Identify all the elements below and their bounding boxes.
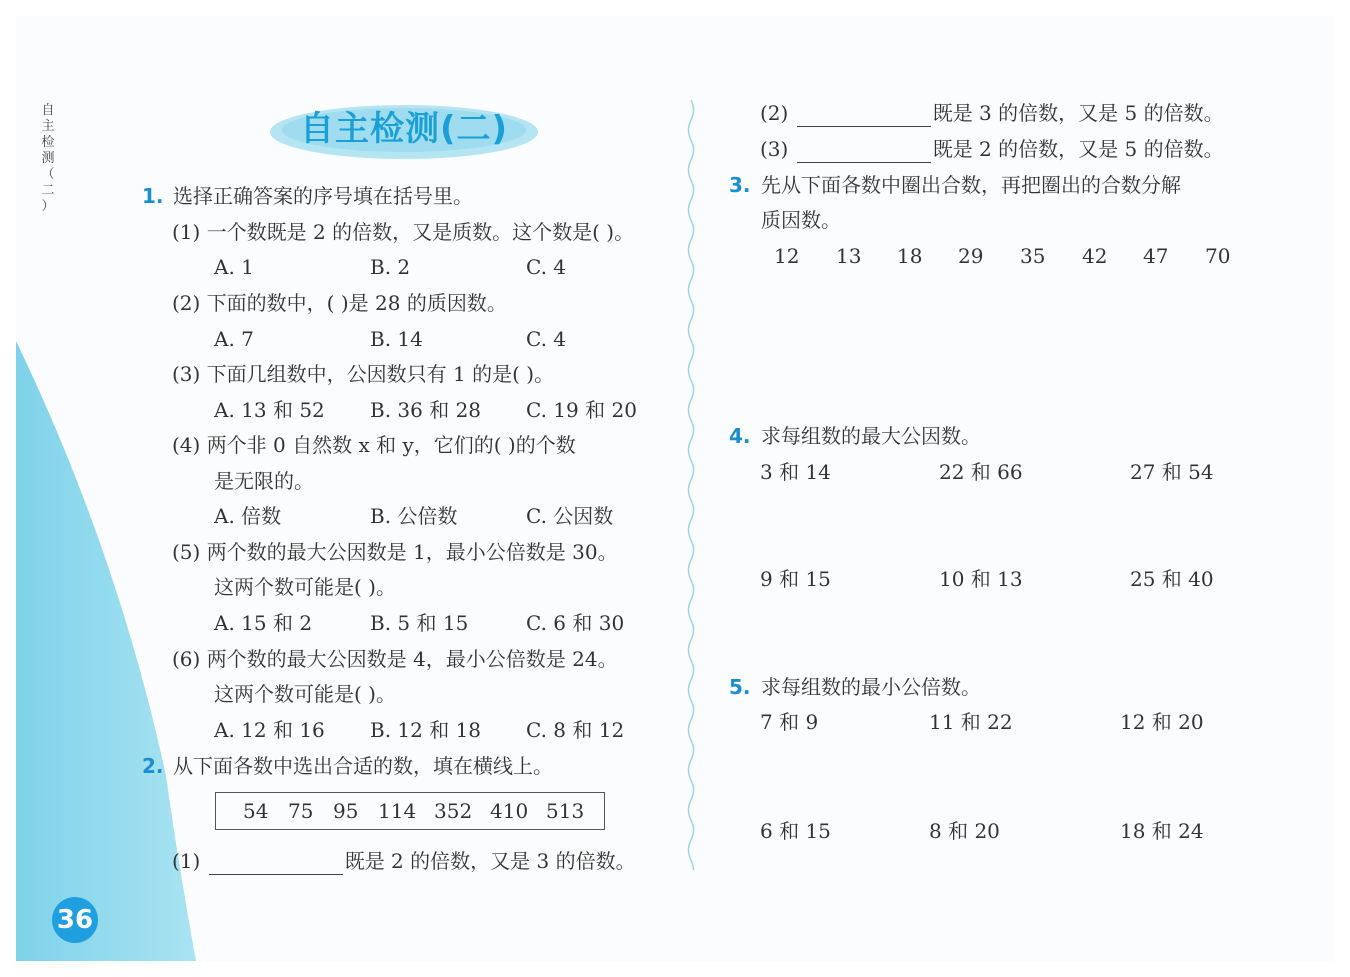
q2-number-item: 95 xyxy=(333,799,359,823)
q1-item-6-text: (6) 两个数的最大公因数是 4，最小公倍数是 24。 xyxy=(172,647,618,671)
q2-blank-3-line[interactable] xyxy=(797,140,931,163)
q4-pair: 9 和 15 xyxy=(760,567,831,591)
q1-item-3-text: (3) 下面几组数中，公因数只有 1 的是( )。 xyxy=(172,362,555,386)
q1-number: 1. xyxy=(142,184,164,208)
q1-item-1-option-a[interactable]: A. 1 xyxy=(214,255,254,279)
q4-pair: 25 和 40 xyxy=(1130,567,1214,591)
q1-item-6-option-c[interactable]: C. 8 和 12 xyxy=(526,718,625,742)
q2-number-item: 513 xyxy=(546,799,585,823)
q1-item-2-option-b[interactable]: B. 14 xyxy=(370,327,423,351)
q1-item-1-option-b[interactable]: B. 2 xyxy=(370,255,411,279)
q1-item-5-option-a[interactable]: A. 15 和 2 xyxy=(214,611,313,635)
q1-item-5-text: (5) 两个数的最大公因数是 1，最小公倍数是 30。 xyxy=(172,540,618,564)
q2-blank-3-text: 既是 2 的倍数，又是 5 的倍数。 xyxy=(932,137,1224,161)
q2-number-item: 54 xyxy=(243,799,269,823)
q5-pair: 18 和 24 xyxy=(1120,819,1204,843)
q1-item-4-option-a[interactable]: A. 倍数 xyxy=(214,504,282,528)
q3-prompt: 先从下面各数中圈出合数，再把圈出的合数分解 xyxy=(761,173,1181,197)
q2-blank-2-line[interactable] xyxy=(797,104,931,127)
q4-number: 4. xyxy=(729,424,751,448)
q5-pair: 11 和 22 xyxy=(929,710,1013,734)
q1-item-4-text-cont: 是无限的。 xyxy=(214,469,314,493)
q1-item-5-option-c[interactable]: C. 6 和 30 xyxy=(526,611,625,635)
q2-number-item: 114 xyxy=(378,799,417,823)
q1-item-2-option-c[interactable]: C. 4 xyxy=(526,327,567,351)
q4-pair: 10 和 13 xyxy=(939,567,1023,591)
q2-blank-1 xyxy=(172,847,636,875)
q1-item-5-option-b[interactable]: B. 5 和 15 xyxy=(370,611,469,635)
q3-number: 3. xyxy=(729,173,751,197)
q1-item-4-option-b[interactable]: B. 公倍数 xyxy=(370,504,458,528)
q1-item-3-option-c[interactable]: C. 19 和 20 xyxy=(526,398,637,422)
q3-number-item: 70 xyxy=(1205,244,1231,268)
q2-number-item: 410 xyxy=(490,799,529,823)
q3-number-item: 29 xyxy=(958,244,984,268)
q1-item-4-option-c[interactable]: C. 公因数 xyxy=(526,504,614,528)
q1-item-4-text: (4) 两个非 0 自然数 x 和 y，它们的( )的个数 xyxy=(172,433,576,457)
q5-number: 5. xyxy=(729,675,751,699)
q3-number-item: 35 xyxy=(1020,244,1046,268)
section-title xyxy=(268,100,540,162)
q1-item-3-option-b[interactable]: B. 36 和 28 xyxy=(370,398,482,422)
q2-prompt: 从下面各数中选出合适的数，填在横线上。 xyxy=(173,754,553,778)
q2-blank-1-label: (1) xyxy=(172,849,201,873)
q1-item-2-text: (2) 下面的数中，( )是 28 的质因数。 xyxy=(172,291,507,315)
q3-number-item: 47 xyxy=(1143,244,1169,268)
q5-pair: 8 和 20 xyxy=(929,819,1000,843)
q2-blank-3-label: (3) xyxy=(760,137,789,161)
q2-number-item: 75 xyxy=(288,799,314,823)
q1-item-1-text: (1) 一个数既是 2 的倍数，又是质数。这个数是( )。 xyxy=(172,220,635,244)
q3-number-item: 13 xyxy=(836,244,862,268)
column-divider xyxy=(684,100,698,870)
q2-blank-2-label: (2) xyxy=(760,101,789,125)
q1-item-6-option-a[interactable]: A. 12 和 16 xyxy=(214,718,325,742)
q3-number-item: 12 xyxy=(774,244,800,268)
q4-prompt: 求每组数的最大公因数。 xyxy=(761,424,981,448)
q2-blank-1-text: 既是 2 的倍数，又是 3 的倍数。 xyxy=(344,849,636,873)
q5-pair: 6 和 15 xyxy=(760,819,831,843)
q3-number-item: 42 xyxy=(1082,244,1108,268)
q2-number-box xyxy=(215,792,605,830)
q1-item-3-option-a[interactable]: A. 13 和 52 xyxy=(214,398,325,422)
q2-number: 2. xyxy=(142,754,164,778)
q3-prompt-cont: 质因数。 xyxy=(761,208,841,232)
q4-pair: 27 和 54 xyxy=(1130,460,1214,484)
q4-pair: 22 和 66 xyxy=(939,460,1023,484)
side-section-label: 自 主 检 测 （ 二 ） xyxy=(41,103,55,214)
q5-pair: 7 和 9 xyxy=(760,710,819,734)
q1-item-6-text-cont: 这两个数可能是( )。 xyxy=(214,682,396,706)
q1-item-6-option-b[interactable]: B. 12 和 18 xyxy=(370,718,482,742)
page-title: 自主检测(二) xyxy=(299,109,509,149)
q4-pair: 3 和 14 xyxy=(760,460,831,484)
q2-blank-2 xyxy=(760,99,1224,127)
q1-prompt: 选择正确答案的序号填在括号里。 xyxy=(173,184,473,208)
q3-number-item: 18 xyxy=(897,244,923,268)
q2-blank-3 xyxy=(760,135,1224,163)
q5-pair: 12 和 20 xyxy=(1120,710,1204,734)
q1-item-1-option-c[interactable]: C. 4 xyxy=(526,255,567,279)
q5-prompt: 求每组数的最小公倍数。 xyxy=(761,675,981,699)
q2-number-item: 352 xyxy=(434,799,473,823)
page-number-badge: 36 xyxy=(52,897,98,943)
q2-blank-2-text: 既是 3 的倍数，又是 5 的倍数。 xyxy=(932,101,1224,125)
q1-item-2-option-a[interactable]: A. 7 xyxy=(214,327,254,351)
q2-blank-1-line[interactable] xyxy=(209,852,343,875)
q1-item-5-text-cont: 这两个数可能是( )。 xyxy=(214,575,396,599)
